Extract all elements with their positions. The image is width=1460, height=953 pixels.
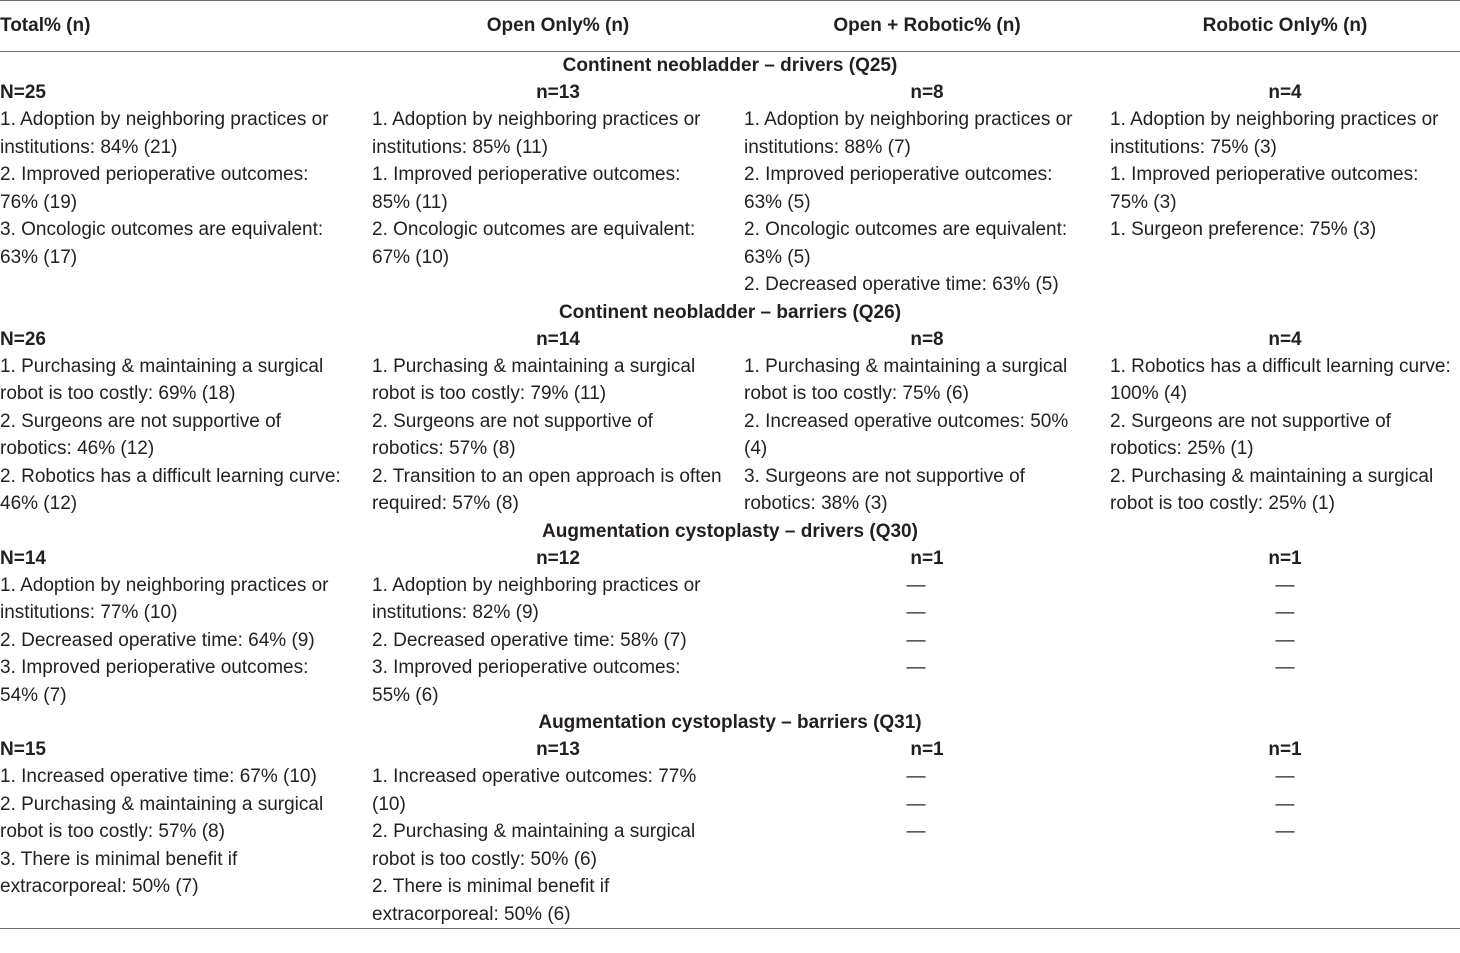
list-item: 1. Purchasing & maintaining a surgical robot is too costly: 69% (18) xyxy=(0,355,324,404)
section-title: Continent neobladder – drivers (Q25) xyxy=(562,55,898,76)
sample-size: n=1 xyxy=(1268,547,1302,569)
items-cell xyxy=(372,572,744,710)
empty-dash: — xyxy=(906,602,926,623)
list-item: 2. Increased operative outcomes: 50% (4) xyxy=(744,410,1069,459)
items-row xyxy=(0,763,1460,929)
sample-size: n=1 xyxy=(1268,739,1302,760)
items-cell xyxy=(372,106,744,299)
empty-dash: — xyxy=(1275,657,1295,678)
items-cell xyxy=(1110,572,1460,710)
sample-size: N=25 xyxy=(0,82,46,103)
list-item: 3. There is minimal benefit if extracorporeal: 50% (7) xyxy=(0,848,238,897)
sample-size: n=12 xyxy=(536,547,580,569)
empty-dash: — xyxy=(906,821,926,842)
section-title-row xyxy=(0,518,1460,545)
header-open-robotic: Open + Robotic% (n) xyxy=(744,1,1110,52)
empty-dash: — xyxy=(906,657,926,678)
list-item: 1. Improved perioperative outcomes: 75% (3) xyxy=(1110,164,1419,213)
section-title-row xyxy=(0,709,1460,736)
list-item: 3. Improved perioperative outcomes: 55% (6) xyxy=(372,657,681,706)
sample-size: N=26 xyxy=(0,328,46,350)
list-item: 2. Improved perioperative outcomes: 76% (19) xyxy=(0,164,309,213)
items-cell xyxy=(372,353,744,518)
header-total: Total% (n) xyxy=(0,1,372,52)
list-item: 1. Adoption by neighboring practices or institutions: 84% (21) xyxy=(0,109,329,158)
sample-size: n=1 xyxy=(910,547,944,569)
section-title: Continent neobladder – barriers (Q26) xyxy=(558,301,902,323)
items-row xyxy=(0,572,1460,710)
sample-size: n=13 xyxy=(536,82,580,103)
items-row xyxy=(0,353,1460,518)
sample-size: n=4 xyxy=(1268,82,1302,103)
list-item: 2. Decreased operative time: 64% (9) xyxy=(0,629,315,651)
sample-size: N=14 xyxy=(0,547,46,569)
items-cell xyxy=(744,106,1110,299)
list-item: 1. Adoption by neighboring practices or institutions: 77% (10) xyxy=(0,574,329,623)
empty-dash: — xyxy=(1275,629,1295,651)
sample-size: n=8 xyxy=(910,82,944,103)
list-item: 3. Surgeons are not supportive of robotics: 38% (3) xyxy=(744,465,1025,514)
list-item: 2. Surgeons are not supportive of robotics: 57% (8) xyxy=(372,410,653,459)
list-item: 3. Improved perioperative outcomes: 54% (7) xyxy=(0,657,309,706)
items-row xyxy=(0,106,1460,299)
header-open-only: Open Only% (n) xyxy=(372,1,744,52)
list-item: 1. Surgeon preference: 75% (3) xyxy=(1110,219,1377,240)
list-item: 1. Purchasing & maintaining a surgical robot is too costly: 79% (11) xyxy=(372,355,696,404)
items-cell xyxy=(1110,353,1460,518)
empty-dash: — xyxy=(906,766,926,787)
list-item: 2. Purchasing & maintaining a surgical robot is too costly: 57% (8) xyxy=(0,793,324,842)
items-cell xyxy=(1110,763,1460,929)
list-item: 2. There is minimal benefit if extracorporeal: 50% (6) xyxy=(372,876,610,925)
list-item: 2. Surgeons are not supportive of robotics: 46% (12) xyxy=(0,410,281,459)
list-item: 2. Purchasing & maintaining a surgical robot is too costly: 50% (6) xyxy=(372,821,696,870)
section-title-row xyxy=(0,299,1460,326)
items-cell xyxy=(744,353,1110,518)
items-cell xyxy=(744,763,1110,929)
empty-dash: — xyxy=(1275,821,1295,842)
list-item: 1. Improved perioperative outcomes: 85% (11) xyxy=(372,164,681,213)
section-title: Augmentation cystoplasty – barriers (Q31) xyxy=(538,712,922,733)
items-cell xyxy=(0,572,372,710)
items-cell xyxy=(372,763,744,929)
empty-dash: — xyxy=(1275,574,1295,596)
empty-dash: — xyxy=(906,574,926,596)
sample-size: N=15 xyxy=(0,739,46,760)
list-item: 2. Purchasing & maintaining a surgical robot is too costly: 25% (1) xyxy=(1110,465,1434,514)
empty-dash: — xyxy=(1275,766,1295,787)
items-cell xyxy=(0,353,372,518)
count-row xyxy=(0,545,1460,572)
count-row xyxy=(0,326,1460,353)
list-item: 3. Oncologic outcomes are equivalent: 63% (17) xyxy=(0,219,324,268)
list-item: 1. Adoption by neighboring practices or institutions: 82% (9) xyxy=(372,574,701,623)
list-item: 1. Adoption by neighboring practices or institutions: 85% (11) xyxy=(372,109,701,158)
section-title-row xyxy=(0,52,1460,80)
list-item: 1. Increased operative outcomes: 77% (10) xyxy=(372,766,697,815)
count-row xyxy=(0,736,1460,763)
list-item: 1. Adoption by neighboring practices or institutions: 88% (7) xyxy=(744,109,1073,158)
header-robotic-only: Robotic Only% (n) xyxy=(1110,1,1460,52)
empty-dash: — xyxy=(906,793,926,815)
items-cell xyxy=(0,763,372,929)
empty-dash: — xyxy=(906,629,926,651)
items-cell xyxy=(0,106,372,299)
list-item: 2. Oncologic outcomes are equivalent: 67% (10) xyxy=(372,219,696,268)
sample-size: n=13 xyxy=(536,739,580,760)
list-item: 2. Improved perioperative outcomes: 63% (5) xyxy=(744,164,1053,213)
list-item: 1. Purchasing & maintaining a surgical robot is too costly: 75% (6) xyxy=(744,355,1068,404)
list-item: 2. Oncologic outcomes are equivalent: 63% (5) xyxy=(744,219,1068,268)
list-item: 2. Robotics has a difficult learning curve: 46% (12) xyxy=(0,465,341,514)
header-row xyxy=(0,1,1460,52)
list-item: 1. Increased operative time: 67% (10) xyxy=(0,766,317,787)
sample-size: n=4 xyxy=(1268,328,1302,350)
sample-size: n=14 xyxy=(536,328,580,350)
sample-size: n=1 xyxy=(910,739,944,760)
list-item: 2. Decreased operative time: 58% (7) xyxy=(372,629,687,651)
count-row xyxy=(0,79,1460,106)
items-cell xyxy=(744,572,1110,710)
list-item: 2. Decreased operative time: 63% (5) xyxy=(744,274,1059,295)
sample-size: n=8 xyxy=(910,328,944,350)
list-item: 1. Adoption by neighboring practices or institutions: 75% (3) xyxy=(1110,109,1439,158)
list-item: 2. Surgeons are not supportive of robotics: 25% (1) xyxy=(1110,410,1391,459)
items-cell xyxy=(1110,106,1460,299)
list-item: 2. Transition to an open approach is often required: 57% (8) xyxy=(372,465,722,514)
list-item: 1. Robotics has a difficult learning curve: 100% (4) xyxy=(1110,355,1451,404)
section-title: Augmentation cystoplasty – drivers (Q30) xyxy=(542,520,918,542)
empty-dash: — xyxy=(1275,793,1295,815)
empty-dash: — xyxy=(1275,602,1295,623)
